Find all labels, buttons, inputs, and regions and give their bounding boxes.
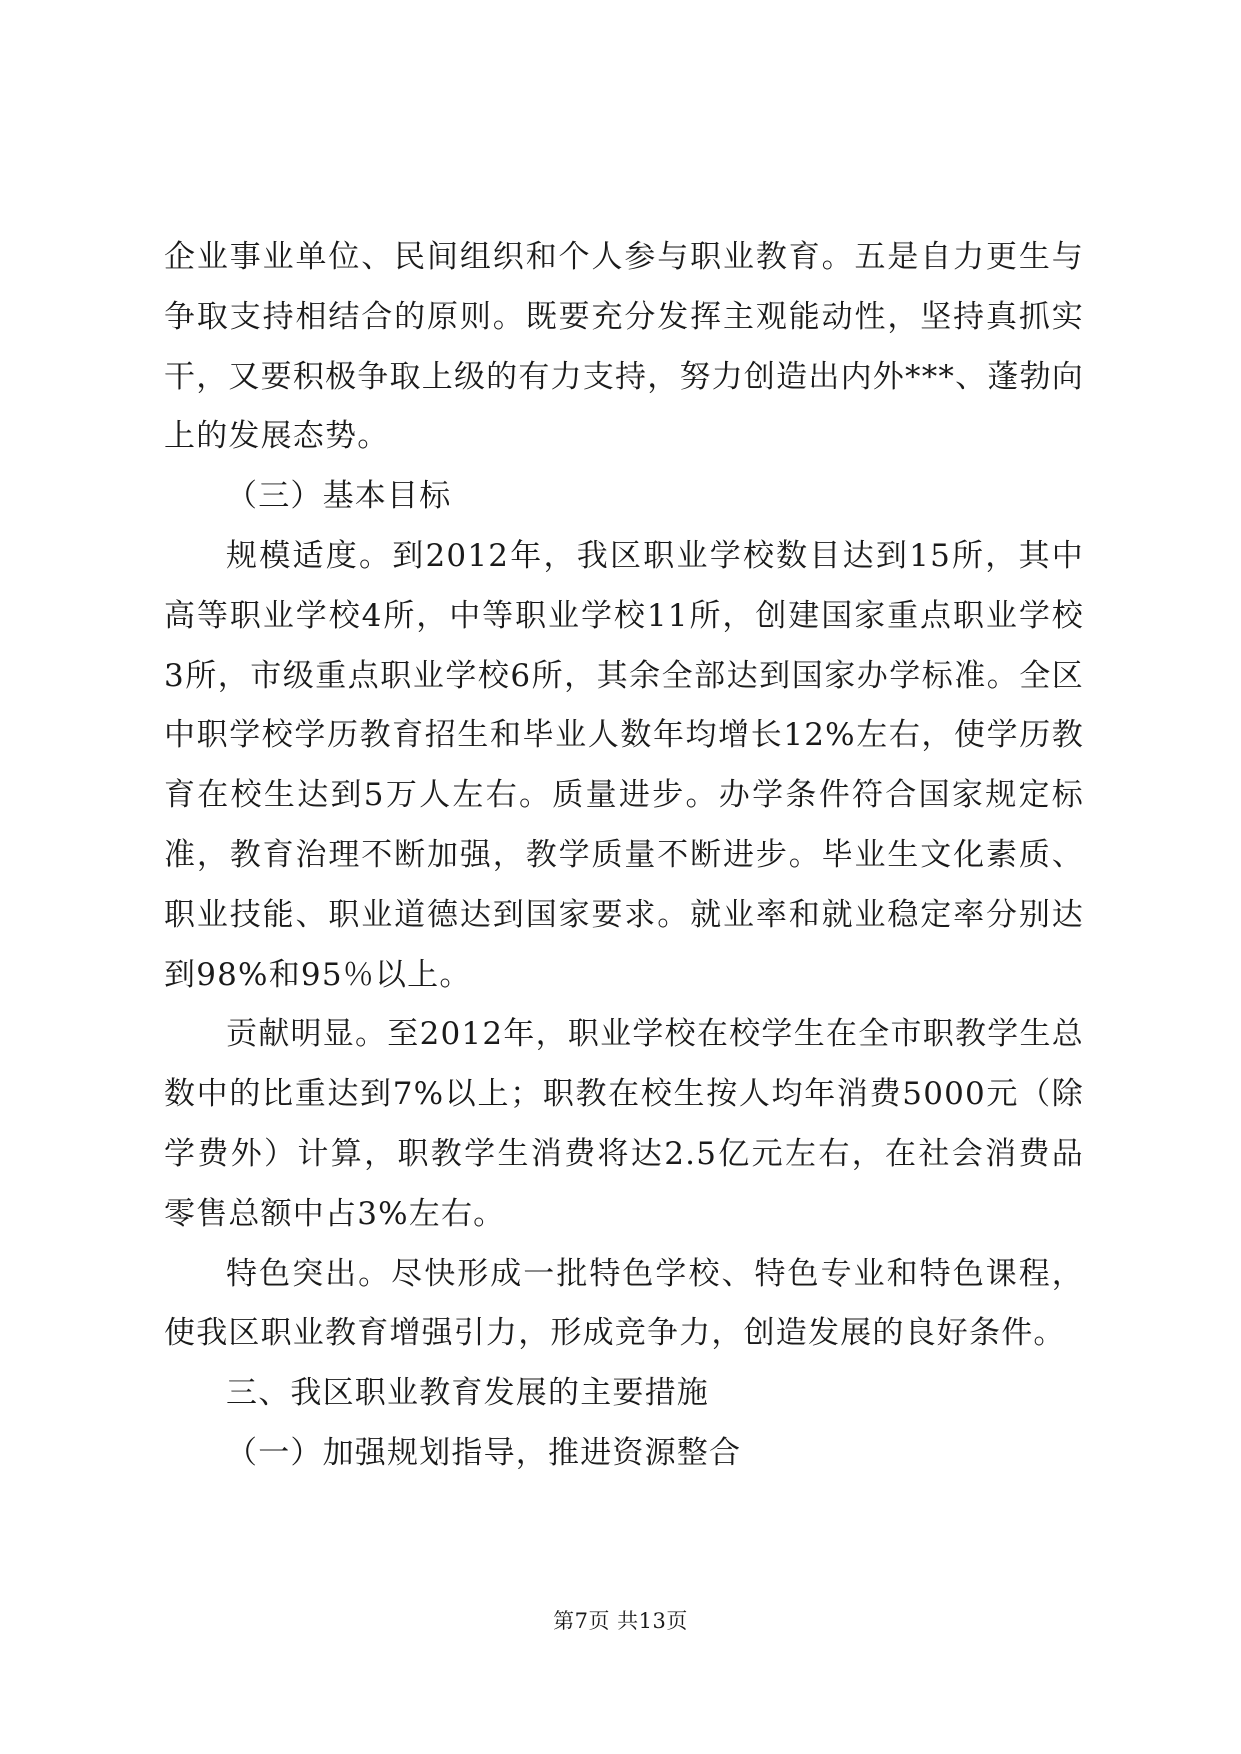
paragraph-contribution: 贡献明显。至2012年，职业学校在校学生在全市职教学生总数中的比重达到7%以上；职教在校生按人均年消费5000元（除学费外）计算，职教学生消费将达2.5亿元左右，在社会消费品零售总额中占3%左右。 [164,1016,1084,1232]
section-heading-basic-goals: （三）基本目标 [226,478,452,515]
section-heading-planning-guidance: （一）加强规划指导，推进资源整合 [226,1434,742,1471]
section-heading-main-measures: 三、我区职业教育发展的主要措施 [226,1375,709,1412]
page-number-footer: 第7页 共13页 [553,1609,688,1633]
document-body [164,228,1084,1484]
paragraph-continuation: 企业事业单位、民间组织和个人参与职业教育。五是自力更生与争取支持相结合的原则。既要充分发挥主观能动性，坚持真抓实干，又要积极争取上级的有力支持，努力创造出内外***、蓬勃向上的发展态势。 [164,239,1084,455]
paragraph-scale: 规模适度。到2012年，我区职业学校数目达到15所，其中高等职业学校4所，中等职业学校11所，创建国家重点职业学校3所，市级重点职业学校6所，其余全部达到国家办学标准。全区中职学校学历教育招生和毕业人数年均增长12%左右，使学历教育在校生达到5万人左右。质量进步。办学条件符合国家规定标准，教育治理不断加强，教学质量不断进步。毕业生文化素质、职业技能、职业道德达到国家要求。就业率和就业稳定率分别达到98%和95％以上。 [164,537,1084,993]
paragraph-features: 特色突出。尽快形成一批特色学校、特色专业和特色课程，使我区职业教育增强引力，形成竞争力，创造发展的良好条件。 [164,1255,1084,1352]
